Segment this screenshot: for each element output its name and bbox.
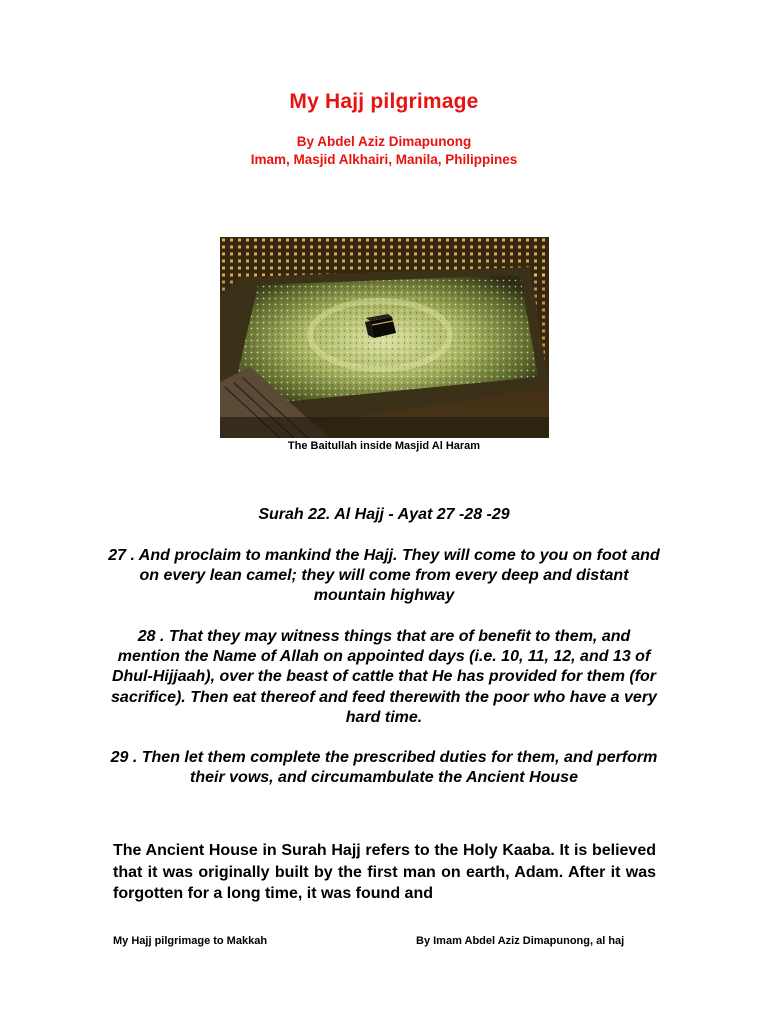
verse-28: 28 . That they may witness things that are of benefit to them, and mention the Name of Allah on appointed days (i.e. 10, 11, 12, and 13 of Dhul-Hijjaah), over the beast of cattle that He has provided for them (for sacrifice). Then eat thereof and feed therewith the poor who have a very hard time. — [111, 628, 657, 726]
verse-29: 29 . Then let them complete the prescribed duties for them, and perform their vows, and circumambulate the Ancient House — [110, 749, 658, 787]
footer-left: My Hajj pilgrimage to Makkah — [113, 935, 268, 947]
surah-heading: Surah 22. Al Hajj - Ayat 27 -28 -29 — [258, 506, 510, 523]
body-paragraph: The Ancient House in Surah Hajj refers to the Holy Kaaba. It is believed that it was originally built by the first man on earth, Adam. After it was forgotten for a long time, it was found and — [113, 842, 656, 902]
verse-27: 27 . And proclaim to mankind the Hajj. They will come to you on foot and on every lean camel; they will come from every deep and distant mountain highway — [108, 547, 660, 605]
photo-caption: The Baitullah inside Masjid Al Haram — [287, 440, 481, 452]
kaaba-photo — [220, 237, 549, 438]
affiliation-line: Imam, Masjid Alkhairi, Manila, Philippines — [250, 152, 518, 167]
document-title: My Hajj pilgrimage — [289, 90, 479, 113]
footer-right: By Imam Abdel Aziz Dimapunong, al haj — [416, 935, 625, 947]
author-line: By Abdel Aziz Dimapunong — [296, 134, 472, 149]
